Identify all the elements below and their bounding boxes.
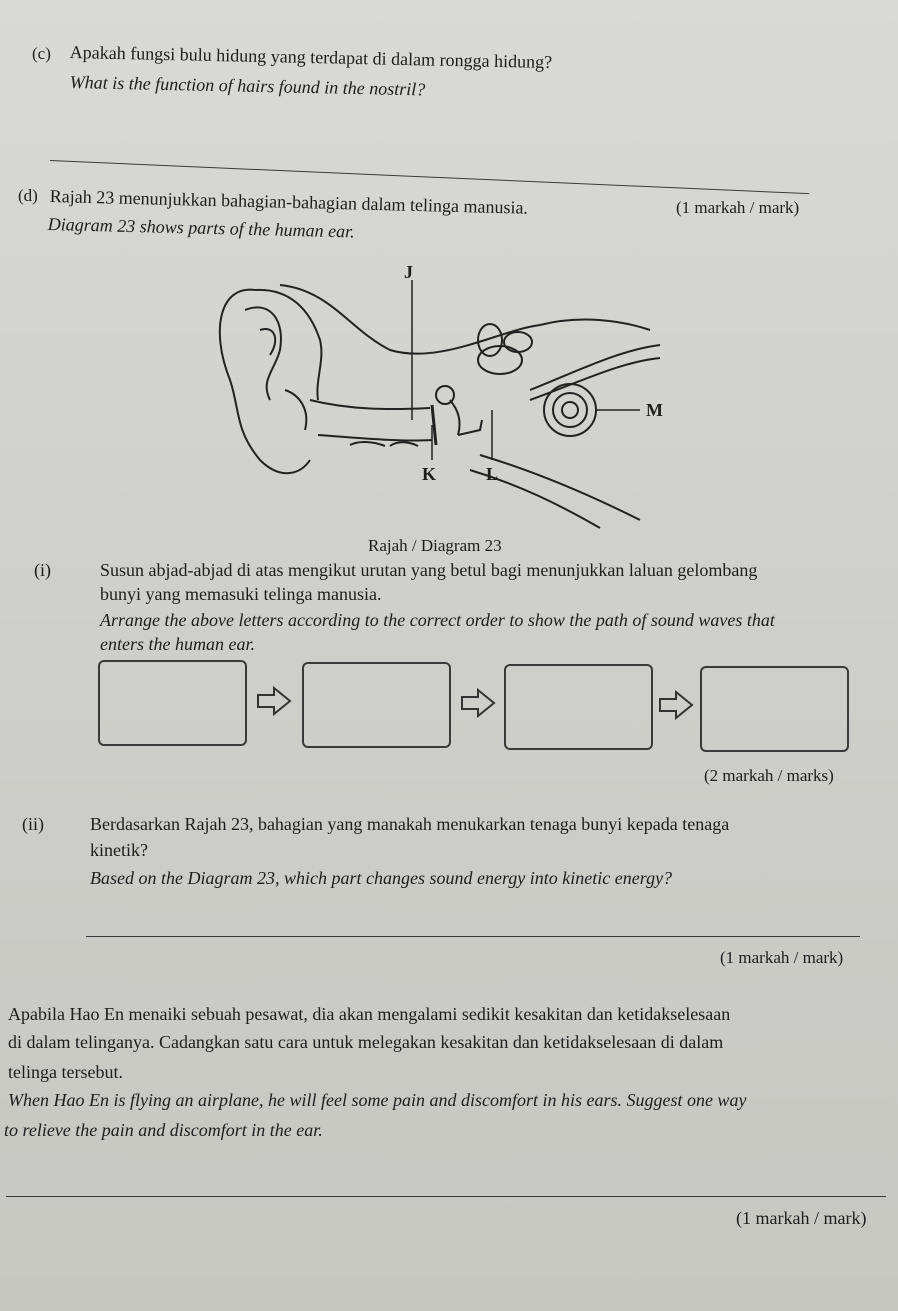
- diagram-label-l: L: [486, 464, 499, 484]
- question-d-i-label: (i): [34, 560, 51, 580]
- question-d-ii-answer-line[interactable]: [86, 936, 860, 937]
- diagram-label-j: J: [404, 262, 413, 282]
- question-d-ii-ms-line1: Berdasarkan Rajah 23, bahagian yang manakah menukarkan tenaga bunyi kepada tenaga: [90, 814, 730, 834]
- arrow-right-icon: [256, 686, 292, 716]
- question-d-intro-en: Diagram 23 shows parts of the human ear.: [47, 214, 355, 242]
- question-e-ms-line2: di dalam telinganya. Cadangkan satu cara untuk melegakan kesakitan dan ketidakselesaan di dalam: [8, 1032, 724, 1052]
- ear-diagram-drawing: [200, 270, 680, 540]
- question-e-marks: (1 markah / mark): [736, 1208, 867, 1228]
- question-d-ii-en: Based on the Diagram 23, which part changes sound energy into kinetic energy?: [90, 868, 673, 888]
- answer-box-1[interactable]: [98, 660, 247, 746]
- diagram-caption: Rajah / Diagram 23: [368, 536, 502, 555]
- question-e-ms-line1: Apabila Hao En menaiki sebuah pesawat, dia akan mengalami sedikit kesakitan dan ketidakselesaan: [8, 1004, 731, 1024]
- question-d-ii-marks: (1 markah / mark): [720, 948, 844, 967]
- question-d-label: (d): [18, 186, 38, 205]
- diagram-label-k: K: [422, 464, 437, 484]
- question-d-i-ms-line2: bunyi yang memasuki telinga manusia.: [100, 584, 382, 604]
- ear-diagram: [200, 262, 680, 540]
- question-c-text-ms: Apakah fungsi bulu hidung yang terdapat di dalam rongga hidung?: [69, 42, 553, 73]
- question-c-label: (c): [32, 44, 51, 63]
- question-d-ii-label: (ii): [22, 814, 44, 834]
- diagram-label-m: M: [646, 400, 663, 420]
- question-e-en-line2: to relieve the pain and discomfort in the ear.: [4, 1120, 323, 1140]
- question-e-answer-line[interactable]: [6, 1196, 886, 1197]
- arrow-right-icon: [460, 688, 496, 718]
- question-c-marks: (1 markah / mark): [676, 198, 800, 217]
- answer-box-4[interactable]: [700, 666, 849, 752]
- question-d-intro-ms: Rajah 23 menunjukkan bahagian-bahagian dalam telinga manusia.: [49, 186, 529, 218]
- question-e-ms-line3: telinga tersebut.: [8, 1062, 123, 1082]
- question-c-text-en: What is the function of hairs found in the nostril?: [69, 72, 426, 100]
- question-d-i-ms-line1: Susun abjad-abjad di atas mengikut urutan yang betul bagi menunjukkan laluan gelombang: [100, 560, 758, 580]
- question-d-ii-ms-line2: kinetik?: [90, 840, 148, 860]
- answer-box-2[interactable]: [302, 662, 451, 748]
- arrow-right-icon: [658, 690, 694, 720]
- question-d-i-en-line1: Arrange the above letters according to the correct order to show the path of sound waves that: [100, 610, 775, 630]
- question-d-i-marks: (2 markah / marks): [704, 766, 834, 785]
- question-e-en-line1: When Hao En is flying an airplane, he will feel some pain and discomfort in his ears. Suggest one way: [8, 1090, 747, 1110]
- answer-box-3[interactable]: [504, 664, 653, 750]
- question-d-i-en-line2: enters the human ear.: [100, 634, 255, 654]
